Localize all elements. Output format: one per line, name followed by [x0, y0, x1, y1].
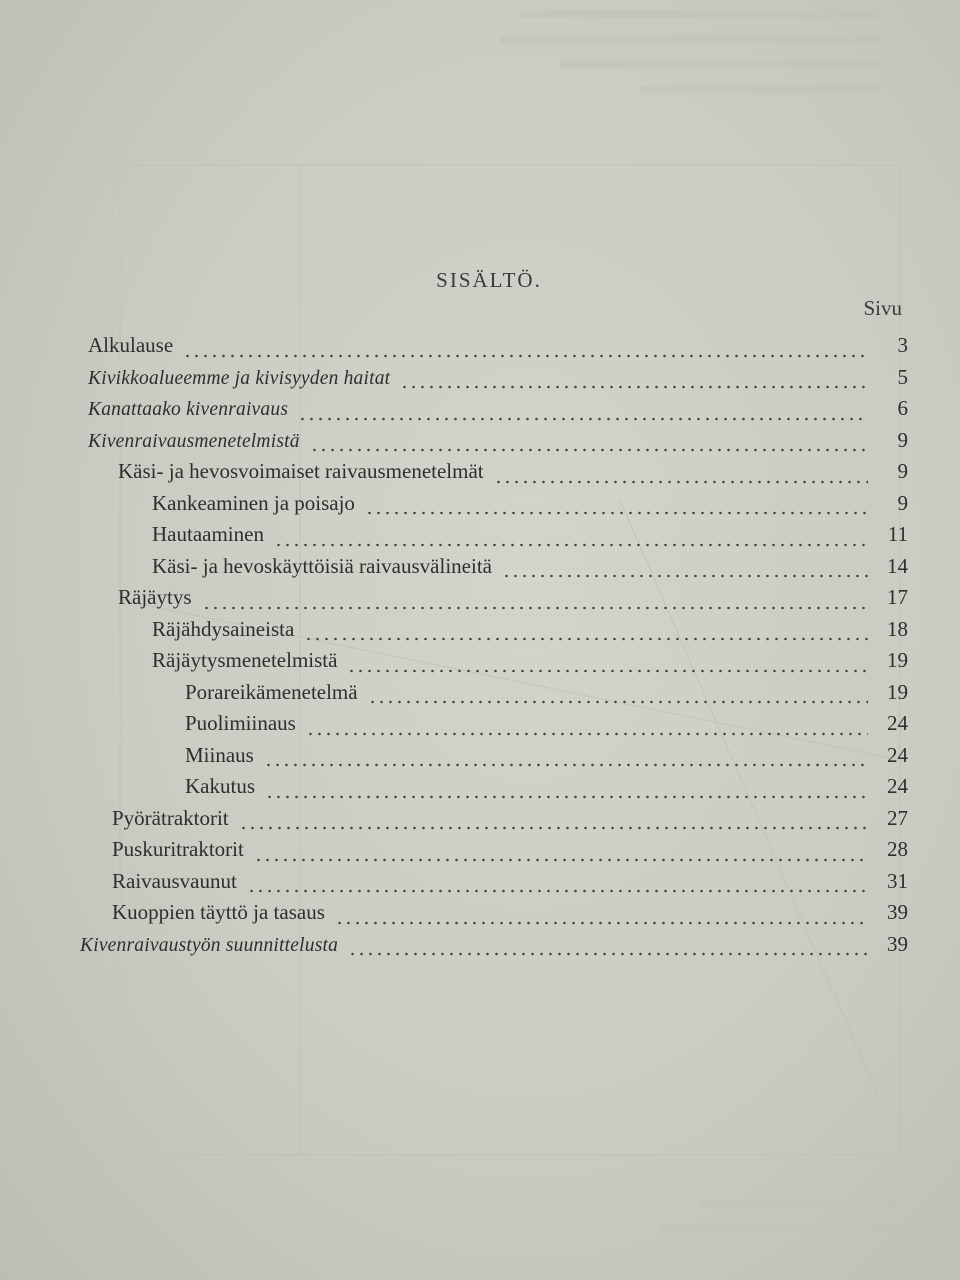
dot-leader: [265, 795, 868, 799]
toc-entry-page: 24: [887, 711, 908, 735]
toc-entry-label: Räjäytysmenetelmistä: [152, 648, 338, 672]
toc-entry-page: 3: [897, 333, 908, 357]
toc-entry: [0, 900, 960, 932]
dot-leader: [310, 448, 868, 452]
dot-leader: [368, 700, 868, 704]
dot-leader: [306, 732, 868, 736]
toc-entry: [0, 680, 960, 712]
toc-entry-page: 6: [897, 396, 908, 420]
toc-entry-label: Kivenraivausmenetelmistä: [88, 430, 300, 452]
toc-entry: [0, 711, 960, 743]
toc-entry-label: Porareikämenetelmä: [185, 679, 358, 704]
toc-entry-page: 14: [887, 553, 908, 578]
table-of-contents: [0, 333, 960, 963]
dot-leader: [335, 921, 868, 925]
toc-entry-label: Käsi- ja hevosvoimaiset raivausmenetelmät: [118, 459, 484, 483]
toc-entry: [0, 932, 960, 964]
toc-entry: [0, 617, 960, 649]
dot-leader: [494, 480, 868, 484]
toc-entry-label: Puskuritraktorit: [112, 837, 244, 861]
toc-entry-page: 9: [897, 459, 908, 483]
toc-entry-page: 19: [887, 679, 908, 704]
toc-entry: [0, 743, 960, 775]
toc-entry: [0, 774, 960, 806]
toc-entry-page: 24: [887, 742, 908, 767]
toc-entry-page: 17: [887, 585, 908, 609]
toc-entry: [0, 365, 960, 397]
toc-entry-label: Kuoppien täyttö ja tasaus: [112, 900, 325, 924]
toc-entry: [0, 428, 960, 460]
toc-entry-label: Kivenraivaustyön suunnittelusta: [80, 934, 339, 956]
toc-entry-label: Kankeaminen ja poisajo: [152, 490, 355, 515]
toc-entry: [0, 491, 960, 523]
toc-entry-page: 5: [897, 364, 908, 389]
dot-leader: [348, 952, 868, 956]
toc-entry-label: Hautaaminen: [152, 522, 264, 546]
toc-entry-page: 24: [887, 774, 908, 798]
dot-leader: [400, 385, 868, 389]
dot-leader: [274, 543, 868, 547]
toc-entry-label: Kakutus: [185, 774, 255, 798]
toc-entry: [0, 333, 960, 365]
dot-leader: [254, 858, 868, 862]
toc-entry-page: 39: [887, 931, 908, 956]
toc-entry: [0, 869, 960, 901]
toc-entry: [0, 554, 960, 586]
dot-leader: [365, 511, 868, 515]
toc-entry-page: 39: [887, 900, 908, 924]
dot-leader: [264, 763, 868, 767]
toc-entry-page: 11: [887, 522, 908, 546]
dot-leader: [183, 354, 868, 358]
toc-entry-label: Kanattaako kivenraivaus: [88, 399, 289, 420]
toc-entry-page: 27: [887, 805, 908, 830]
dot-leader: [239, 826, 868, 830]
toc-entry: [0, 459, 960, 491]
toc-entry-label: Kivikkoalueemme ja kivisyyden haitat: [88, 367, 391, 389]
toc-entry-page: 9: [897, 490, 908, 515]
toc-entry-page: 18: [887, 616, 908, 641]
toc-entry: [0, 585, 960, 617]
toc-entry-label: Miinaus: [185, 742, 254, 767]
toc-entry-page: 19: [887, 648, 908, 672]
toc-entry-page: 28: [887, 837, 908, 861]
toc-entry: [0, 396, 960, 428]
toc-entry: [0, 837, 960, 869]
dot-leader: [202, 606, 869, 610]
toc-entry-label: Raivausvaunut: [112, 868, 237, 893]
toc-entry-label: Alkulause: [88, 333, 174, 357]
dot-leader: [502, 574, 868, 578]
page-title: SISÄLTÖ.: [436, 268, 542, 292]
page-column-label: Sivu: [863, 296, 902, 320]
toc-entry-label: Puolimiinaus: [185, 711, 296, 735]
dot-leader: [247, 889, 868, 893]
toc-entry-page: 9: [897, 427, 908, 452]
toc-entry: [0, 648, 960, 680]
dot-leader: [298, 417, 868, 421]
toc-entry-page: 31: [887, 868, 908, 893]
toc-entry: [0, 522, 960, 554]
toc-entry-label: Räjähdysaineista: [152, 616, 295, 641]
toc-entry-label: Räjäytys: [118, 585, 192, 609]
toc-entry: [0, 806, 960, 838]
toc-entry-label: Pyörätraktorit: [112, 805, 229, 830]
dot-leader: [304, 637, 868, 641]
toc-entry-label: Käsi- ja hevoskäyttöisiä raivausvälineitä: [152, 553, 492, 578]
dot-leader: [347, 669, 868, 673]
